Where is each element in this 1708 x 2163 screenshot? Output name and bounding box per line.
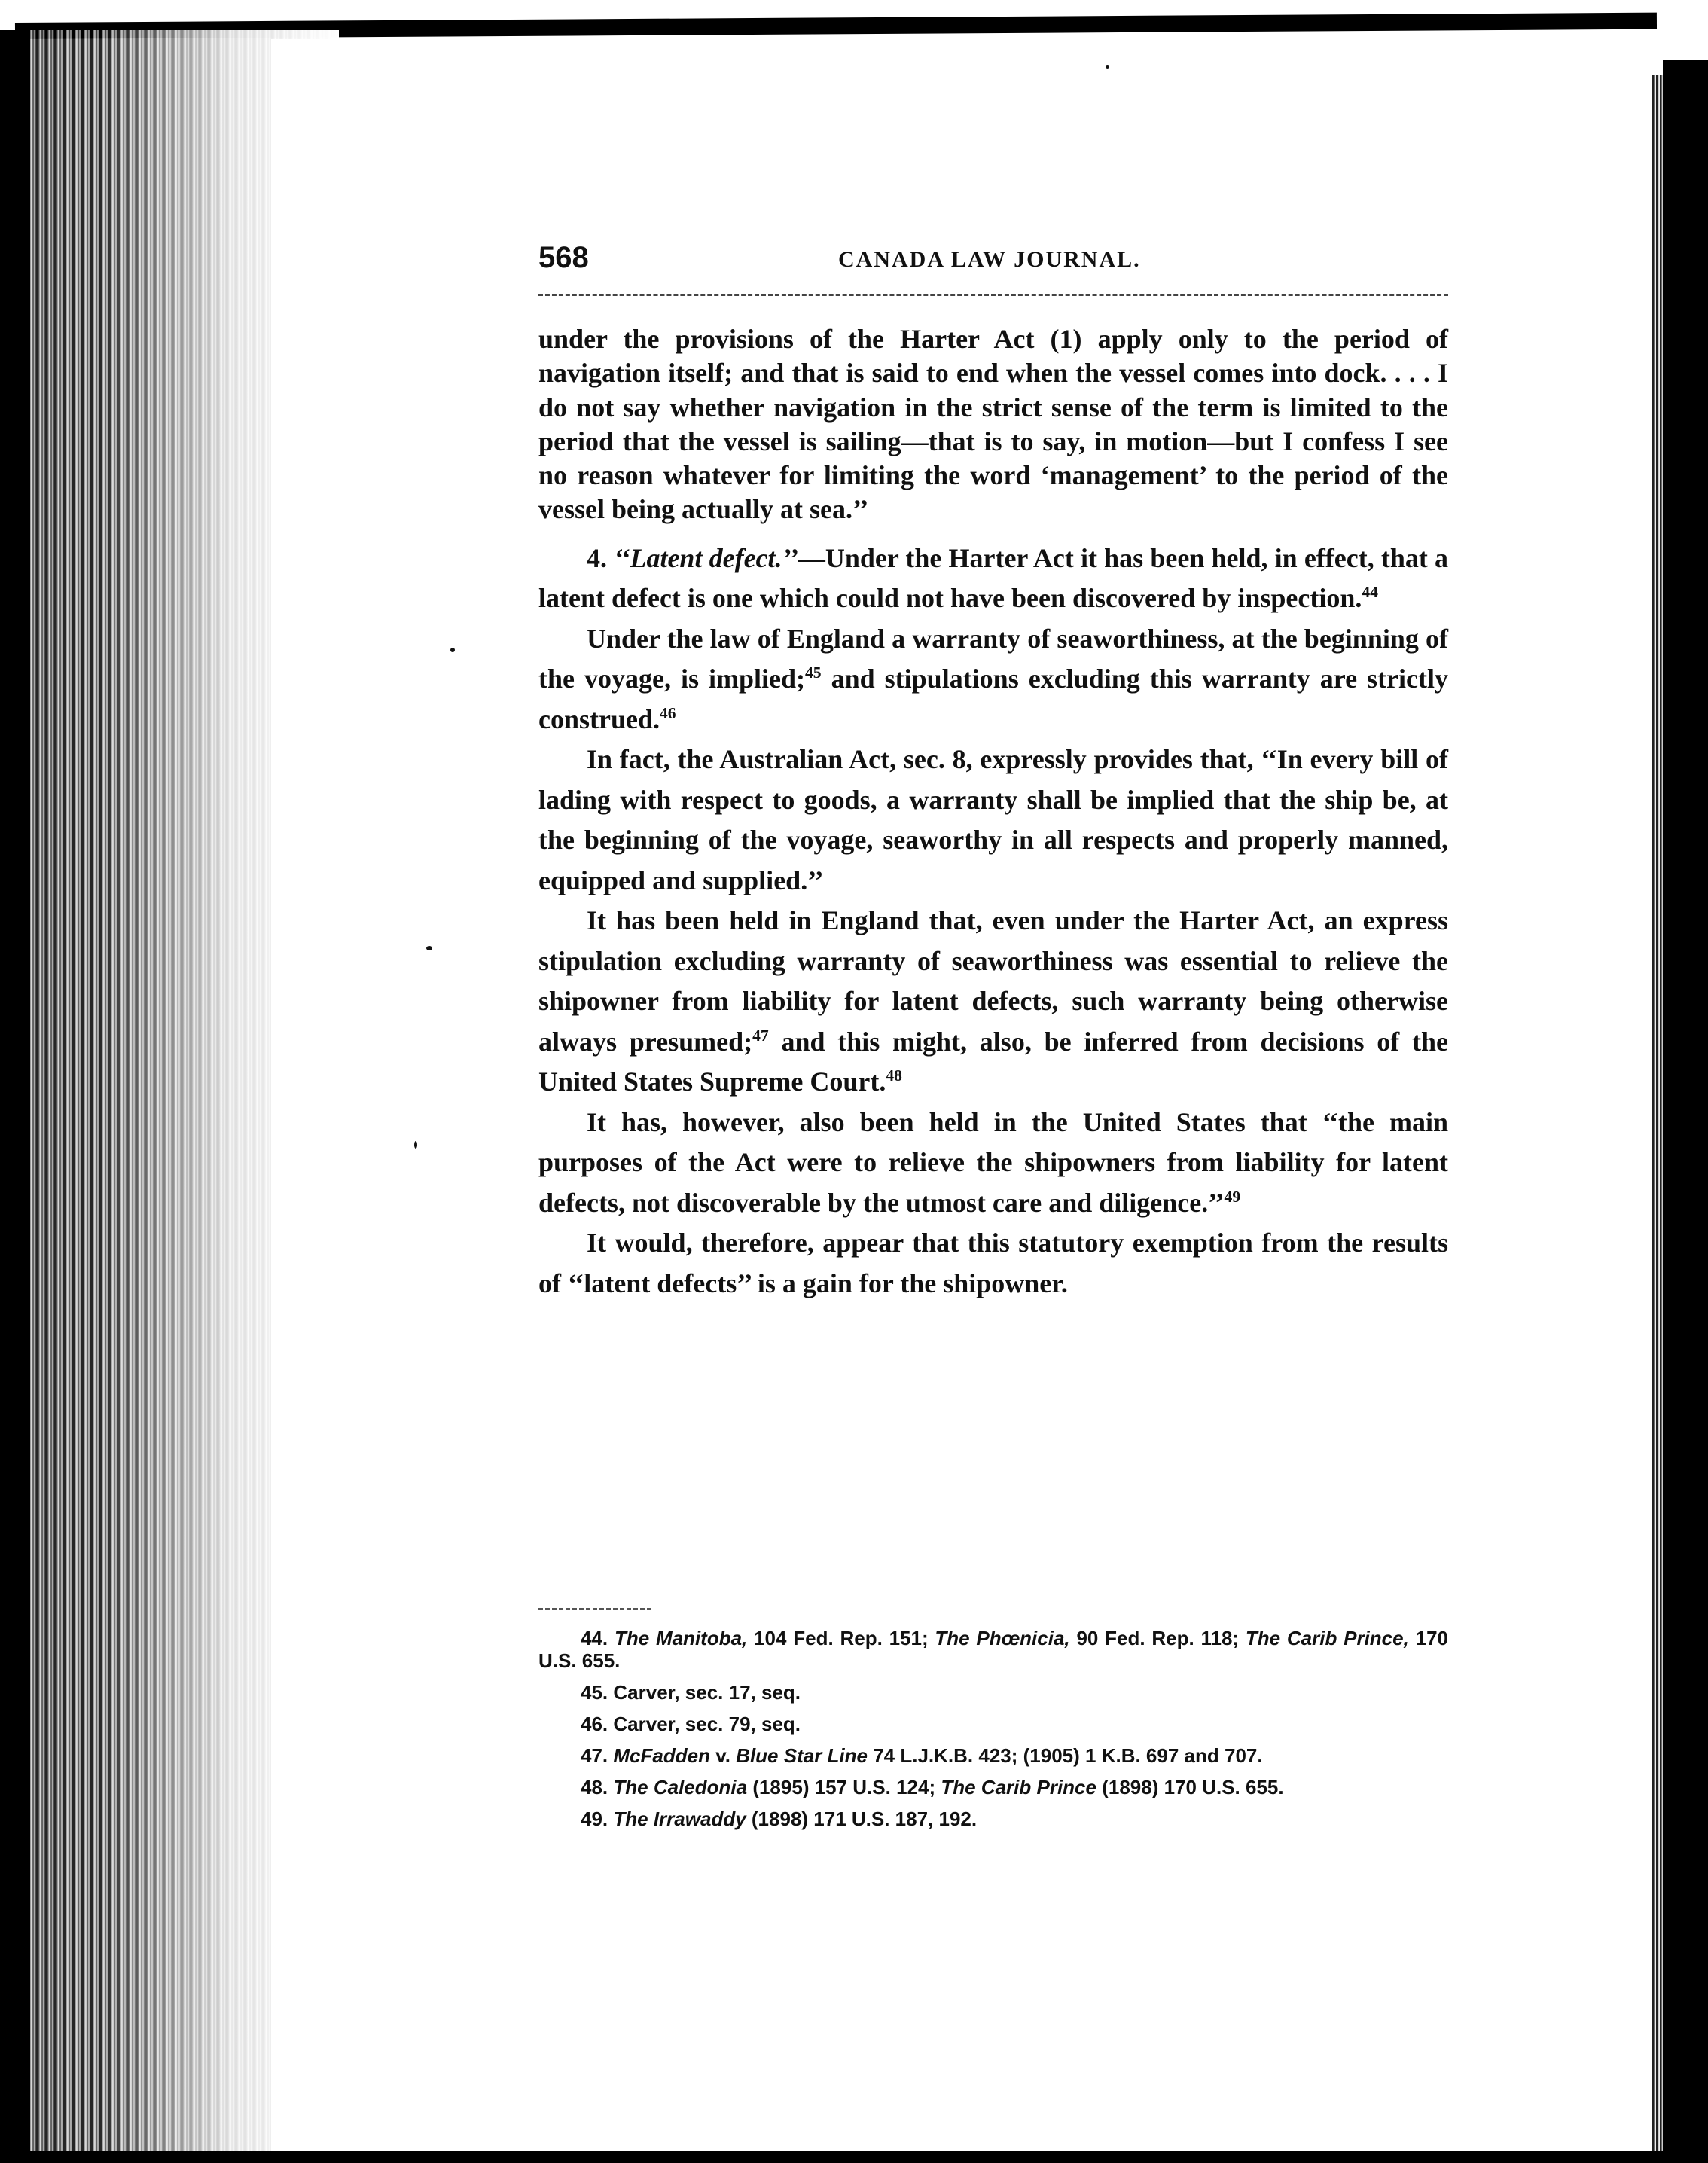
footnote-47: 47. McFadden v. Blue Star Line 74 L.J.K.B. 423; (1905) 1 K.B. 697 and 707.: [581, 1744, 1263, 1767]
paragraph-conclusion: It would, therefore, appear that this statutory exemption from the results of ‘‘latent defects’’ is a gain for the shipowner.: [538, 1228, 1448, 1298]
paragraph-text: Under the law of England a warranty of seaworthiness, at the beginning of the voyage, is implied;: [538, 623, 1448, 694]
page-bottom-edge: [0, 2151, 1708, 2163]
footnote-ref[interactable]: 47: [752, 1026, 769, 1045]
paragraph-text: —Under the Harter Act it has been held, in effect, that a latent defect is one which could not have been discovered by inspection.: [538, 542, 1449, 614]
paragraph-united-states: [538, 1103, 1448, 1224]
paragraph-text: It has been held in England that, even under the Harter Act, an express stipulation excluding warranty of seaworthiness was essential to relieve the shipowner from liability for latent defects, such warranty being otherwise always presumed;: [538, 905, 1448, 1057]
page-number: 568: [538, 241, 589, 274]
header-rule: [538, 294, 1448, 296]
binding-left-fade: [98, 30, 339, 2163]
footnote-ref[interactable]: 46: [660, 703, 676, 722]
paragraph-text: and this might, also, be inferred from decisions of the United States Supreme Court.: [538, 1026, 1448, 1097]
footnote-ref[interactable]: 49: [1224, 1187, 1241, 1206]
footnote-44: 44. The Manitoba, 104 Fed. Rep. 151; The Phœnicia, 90 Fed. Rep. 118; The Carib Prince, 170 U.S. 655.: [538, 1627, 1449, 1672]
paragraph-text: and stipulations excluding this warranty are strictly construed.: [538, 664, 1449, 734]
footnote-49: 49. The Irrawaddy (1898) 171 U.S. 187, 192.: [581, 1808, 978, 1830]
scan-speck: [450, 648, 455, 652]
scan-speck: [426, 946, 432, 950]
paragraph-law-of-england: [538, 619, 1448, 740]
footnote-rule: [538, 1608, 651, 1610]
footnote-ref[interactable]: 44: [1362, 583, 1378, 602]
running-head: [538, 241, 1448, 286]
footnote-46: 46. Carver, sec. 79, seq.: [581, 1713, 801, 1735]
section-number: 4.: [587, 542, 607, 573]
scan-speck: [1106, 65, 1109, 69]
footnote-ref[interactable]: 45: [805, 664, 822, 682]
book-binding-right: [1663, 60, 1708, 2163]
book-binding-right-pages: [1652, 75, 1663, 2163]
footnotes: [538, 1627, 1448, 1839]
paragraph-latent-defect: [538, 538, 1448, 619]
footnote-48: 48. The Caledonia (1895) 157 U.S. 124; The Carib Prince (1898) 170 U.S. 655.: [581, 1776, 1284, 1798]
quoted-paragraph: under the provisions of the Harter Act (1) apply only to the period of navigation itself; and that is said to end when the vessel comes into dock. . . . I do not say whether navigation in the strict sense of the term is limited to the period that the vessel is sailing—that is to say, in motion—but I confess I see no reason whatever for limiting the word ‘management’ to the period of the vessel being actually at sea.’’: [538, 324, 1448, 525]
paragraph-held-in-england: [538, 901, 1448, 1103]
body-text: [538, 322, 1448, 1304]
book-binding-left-shadow: [0, 30, 30, 2163]
scan-speck: [414, 1141, 417, 1149]
paragraph-australian-act: In fact, the Australian Act, sec. 8, expressly provides that, ‘‘In every bill of lading with respect to goods, a warranty shall be implied that the ship be, at the beginning of the voyage, seaworthy in all respects and properly manned, equipped and supplied.’’: [538, 744, 1448, 895]
section-heading: ‘‘Latent defect.’’: [614, 542, 798, 573]
footnote-45: 45. Carver, sec. 17, seq.: [581, 1681, 801, 1704]
paragraph-text: It has, however, also been held in the United States that ‘‘the main purposes of the Act were to relieve the shipowners from liability for latent defects, not discoverable by the utmost care and diligence.’’: [538, 1106, 1448, 1218]
document-page: [538, 241, 1449, 1830]
journal-title: CANADA LAW JOURNAL.: [838, 247, 1141, 272]
footnote-ref[interactable]: 48: [886, 1066, 902, 1085]
